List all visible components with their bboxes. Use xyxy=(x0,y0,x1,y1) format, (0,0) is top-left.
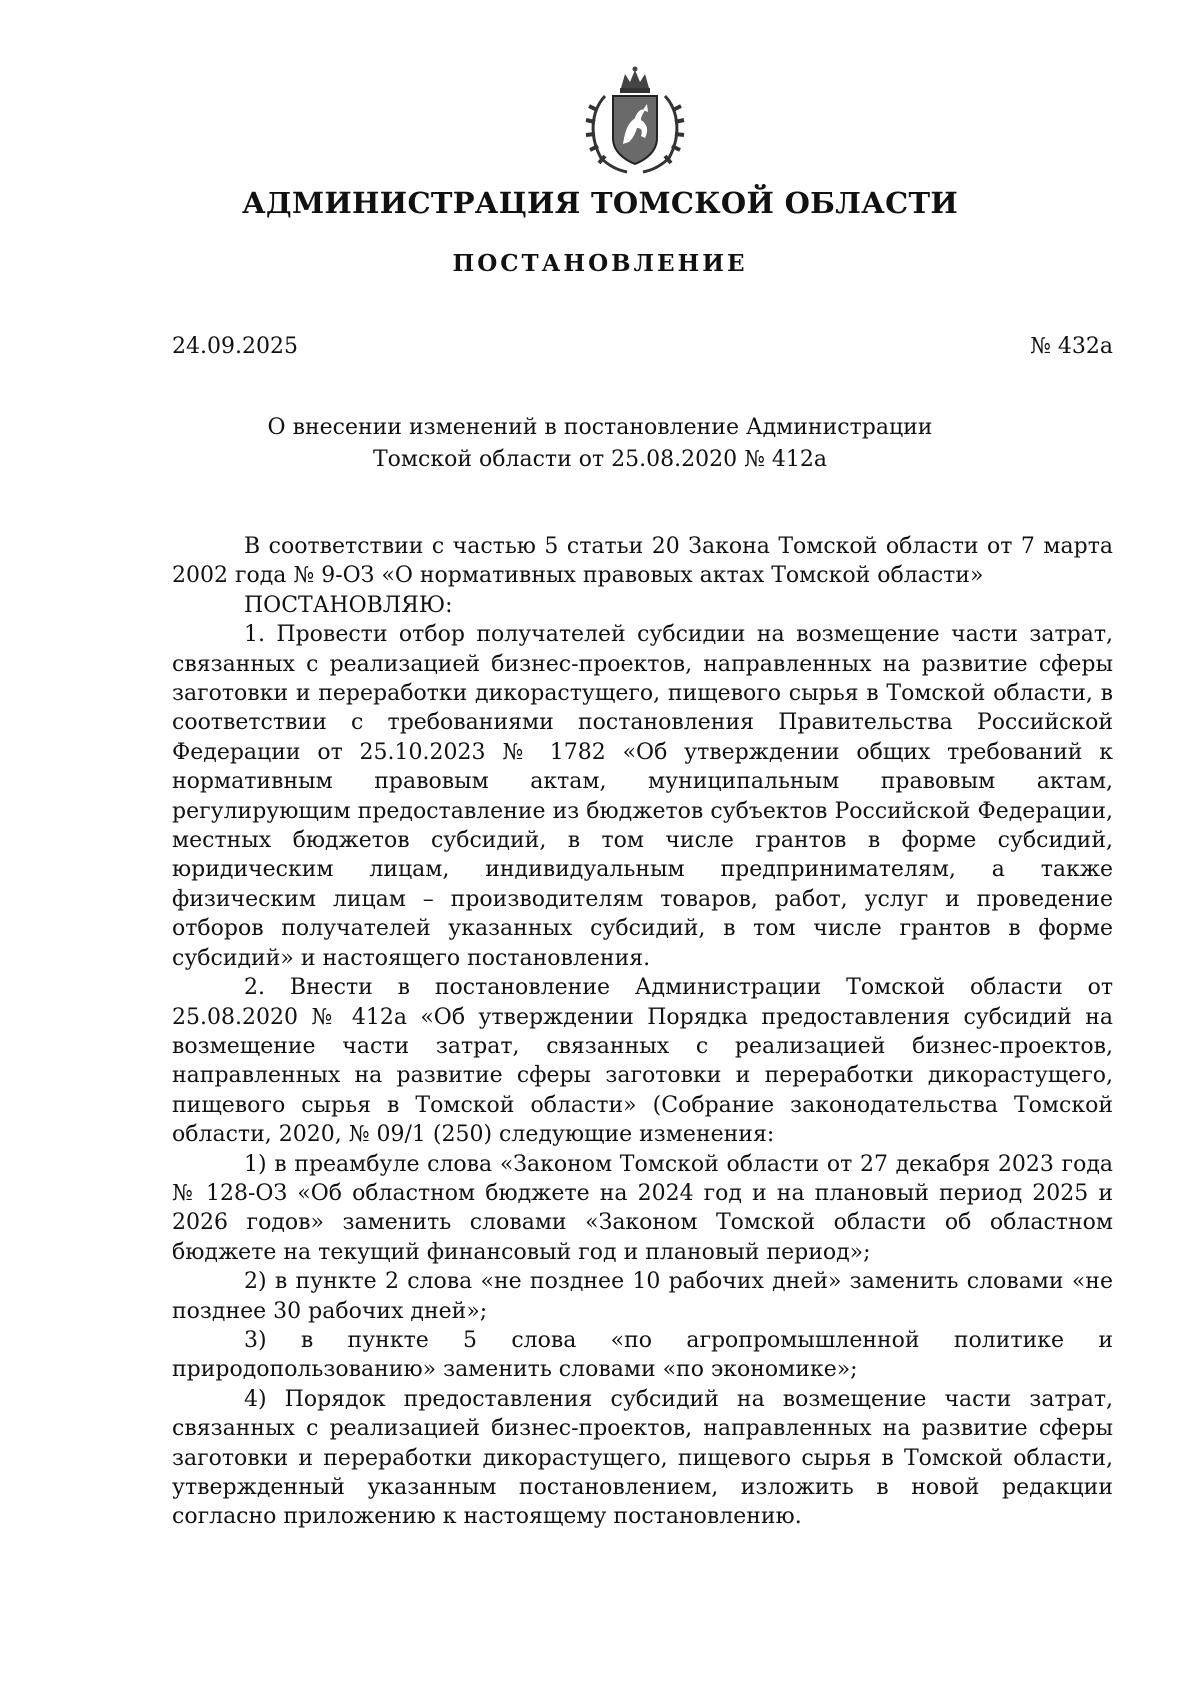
subject-line: Томской области от 25.08.2020 № 412а xyxy=(372,447,828,472)
subparagraph-2-4: 4) Порядок предоставления субсидий на возмещение части затрат, связанных с реализацией бизнес-проектов, направленных на развитие сферы заготовки и переработки дикорастущего, пищевого сырья в Томской области, утвержденный указанным постановлением, изложить в новой редакции согласно приложению к настоящему постановлению. xyxy=(172,1386,1113,1530)
document-subject xyxy=(0,412,1200,476)
date-number-line xyxy=(172,334,1113,359)
subparagraph-2-2: 2) в пункте 2 слова «не позднее 10 рабочих дней» заменить словами «не позднее 30 рабочих дней»; xyxy=(172,1269,1113,1324)
paragraph-2: 2. Внести в постановление Администрации Томской области от 25.08.2020 № 412а «Об утверждении Порядка предоставления субсидий на возмещение части затрат, связанных с реализацией бизнес-проектов, направленных на развитие сферы заготовки и переработки дикорастущего, пищевого сырья в Томской области» (Собрание законодательства Томской области, 2020, № 09/1 (250) следующие изменения: xyxy=(172,975,1113,1148)
preamble-paragraph: В соответствии с частью 5 статьи 20 Закона Томской области от 7 марта 2002 года № 9-ОЗ «О нормативных правовых актах Томской области» xyxy=(172,534,1113,589)
subparagraph-2-3: 3) в пункте 5 слова «по агропромышленной политике и природопользованию» заменить словами «по экономике»; xyxy=(172,1327,1113,1383)
document-body xyxy=(172,532,1113,1532)
subparagraph-2-1: 1) в преамбуле слова «Законом Томской области от 27 декабря 2023 года № 128-ОЗ «Об областном бюджете на 2024 год и на плановый период 2025 и 2026 годов» заменить словами «Законом Томской области об областном бюджете на текущий финансовый год и плановый период»; xyxy=(172,1151,1113,1265)
document-type: ПОСТАНОВЛЕНИЕ xyxy=(452,250,748,277)
subject-line: О внесении изменений в постановление Администрации xyxy=(267,415,933,440)
organization-title: АДМИНИСТРАЦИЯ ТОМСКОЙ ОБЛАСТИ xyxy=(241,186,959,220)
tomsk-region-coat-of-arms-icon xyxy=(583,66,687,176)
paragraph-1: 1. Провести отбор получателей субсидии на возмещение части затрат, связанных с реализацией бизнес-проектов, направленных на развитие сферы заготовки и переработки дикорастущего, пищевого сырья в Томской области, в соответствии с требованиями постановления Правительства Российской Федерации от 25.10.2023 № 1782 «Об утверждении общих требований к нормативным правовым актам, муниципальным правовым актам, регулирующим предоставление из бюджетов субъектов Российской Федерации, местных бюджетов субсидий, в том числе грантов в форме субсидий, юридическим лицам, индивидуальным предпринимателям, а также физическим лицам – производителям товаров, работ, услуг и проведение отборов получателей указанных субсидий, в том числе грантов в форме субсидий» и настоящего постановления. xyxy=(172,622,1113,971)
document-date: 24.09.2025 xyxy=(172,334,298,359)
resolve-heading: ПОСТАНОВЛЯЮ: xyxy=(244,592,453,618)
document-number: № 432а xyxy=(1030,334,1113,359)
